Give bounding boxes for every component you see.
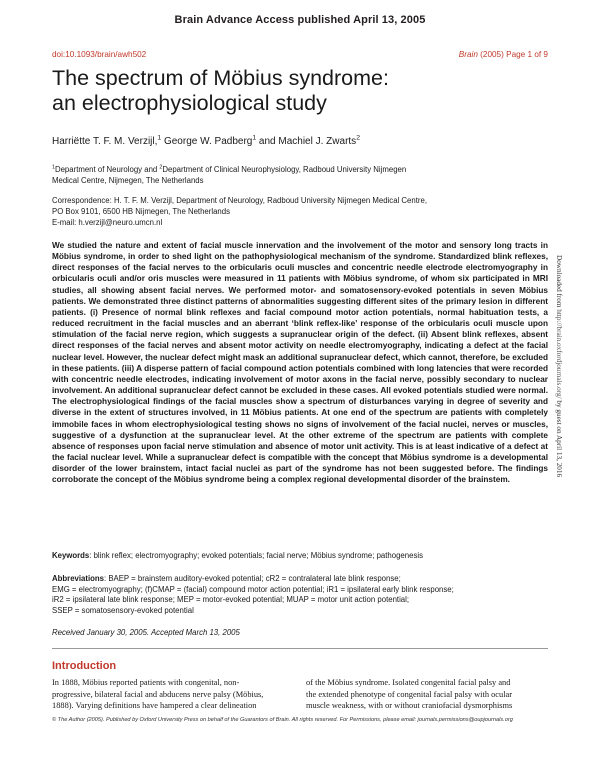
corr-line-1: Correspondence: H. T. F. M. Verzijl, Department of Neurology, Radboud University Nijmegen Medical Centre, [52,196,427,205]
abbreviations [52,574,552,616]
intro-right-line-3: muscle weakness, with or without craniofacial dysmorphisms [306,701,513,710]
intro-heading: Introduction [52,660,117,672]
sidebar-suffix: by guest on April 13, 2016 [555,398,563,478]
author-3-affil: 2 [356,134,360,142]
abbrev-line-3: iR2 = ipsilateral late blink response; MEP = motor-evoked potential; MUAP = motor unit action potential; [52,595,410,605]
author-2-affil: 1 [252,134,257,142]
abbrev-line-4: SSEP = somatosensory-evoked potential [52,605,194,615]
affil-part-1: Department of Neurology and [54,165,160,174]
intro-left-line-3: 1888). Varying definitions have hampered a clear delineation [52,701,257,710]
title-line-2: an electrophysiological study [52,91,327,115]
intro-right-line-2: the extended phenotype of congenital facial palsy with ocular [306,689,513,699]
intro-left-line-2: progressive, bilateral facial and abducens nerve palsy (Möbius, [52,689,264,699]
abbrev-label: Abbreviations [52,574,104,583]
affiliations [52,164,522,187]
keywords-label: Keywords [52,551,90,560]
intro-right-column [306,677,548,712]
journal-citation [459,50,548,59]
journal-page-info: (2005) Page 1 of 9 [477,50,548,59]
title-line-1: The spectrum of Möbius syndrome: [52,66,389,90]
article-title [52,66,532,116]
author-1-affil: 1 [157,134,162,142]
sidebar-prefix: Downloaded from [555,255,563,310]
abbrev-line-2: EMG = electromyography; (f)CMAP = (facial) compound motor action potential; iR1 = ipsilateral early blink response; [52,584,454,594]
intro-left-column [52,677,294,712]
keywords-text: : blink reflex; electromyography; evoked potentials; facial nerve; Möbius syndrome; pathogenesis [89,551,423,560]
affil-sup-1: 1 [52,164,55,171]
author-3: and Machiel J. Zwarts [258,136,357,147]
corr-email[interactable]: E-mail: h.verzijl@neuro.umcn.nl [52,218,163,228]
doi-link[interactable]: doi:10.1093/brain/awh502 [52,50,147,59]
copyright-footer: © The Author (2005). Published by Oxford University Press on behalf of the Guarantors of Brain. All rights reserved. For Permissions, please email: journals.permissions@oupjournals.org [52,717,513,723]
sidebar-link[interactable]: http://brain.oxfordjournals.org/ [555,309,563,399]
abstract-text: We studied the nature and extent of facial muscle innervation and the involvement of the motor and sensory long tracts in Möbius syndrome, in order to shed light on the pathophysiological mechanism of the syndrome. Standardized blink reflexes, direct responses of the facial nerves to the orbicularis oculi muscles and concentric needle electrode electromyography in orbicularis oculi and/or oris muscles were measured in 11 patients with Möbius syndrome, of whom six participated in MRI studies, all showing absent facial nerves. We performed motor- and somatosensory-evoked potentials in seven Möbius patients. We demonstrated three distinct patterns of abnormalities suggesting different sites of the primary lesion in different patients. (i) Presence of normal blink reflexes and facial compound motor action potentials, normal habituation tests, a reduced recruitment in the facial muscles and an aberrant ‘blink reflex-like’ response of the orbicularis oculi muscle upon stimulation of the facial nerve region, which suggests a supranuclear origin of the defect. (ii) Absent blink reflexes, absent direct responses of the facial nerves and absent motor activity on needle electromyography, indicating a defect at the facial nuclear level. However, the nuclear defect might mask an additional supranuclear defect, which cannot, therefore, be excluded in these patients. (iii) A disperse pattern of facial compound action potentials combined with long latencies that were recorded with concentric needle electrodes, indicating involvement of motor axons in the facial nerve, possibly secondary to nuclear involvement. An additional supranuclear defect cannot be excluded in these cases. All evoked potentials studied were normal. The electrophysiological findings of the facial muscles show a spectrum of disturbances varying in degree of severity and diverse in the extent of structures involved, in 11 Möbius patients. At one end of the spectrum are patients with completely immobile faces in whom electrophysiological testing shows no signs of involvement of the facial nuclei, nerves or muscles, suggestive of a dysfunction at the supranuclear level. At the other extreme of the spectrum are patients with complete absence of responses upon facial nerve stimulation and absence of motor unit activity. This is at least indicative of a defect at the facial nuclear level. While a supranuclear defect is compatible with the concept that Möbius syndrome is a developmental disorder of the lower brainstem, intact facial nuclei as part of the syndrome has not been suggested before. The findings corroborate the concept of the Möbius syndrome being a complex regional developmental disorder of the brainstem. [52,241,548,485]
affil-part-2: Department of Clinical Neurophysiology, Radboud University Nijmegen [162,165,407,174]
affil-line-2: Medical Centre, Nijmegen, The Netherlands [52,176,204,186]
section-divider [52,648,548,649]
received-dates: Received January 30, 2005. Accepted March 13, 2005 [52,628,240,637]
advance-access-banner: Brain Advance Access published April 13, 2005 [174,14,426,26]
download-sidebar [551,255,563,535]
corr-line-2: PO Box 9101, 6500 HB Nijmegen, The Netherlands [52,207,230,217]
intro-left-line-1: In 1888, Möbius reported patients with congenital, non- [52,678,240,687]
journal-name: Brain [458,50,478,59]
abbrev-line-1: : BAEP = brainstem auditory-evoked potential; cR2 = contralateral late blink response; [104,574,401,583]
author-2: George W. Padberg [163,136,253,147]
author-list [52,136,532,147]
intro-right-line-1: of the Möbius syndrome. Isolated congenital facial palsy and [306,678,511,687]
affil-sup-2: 2 [159,164,163,171]
author-1: Harriëtte T. F. M. Verzijl, [52,136,158,147]
keywords [52,551,548,560]
correspondence [52,195,522,229]
